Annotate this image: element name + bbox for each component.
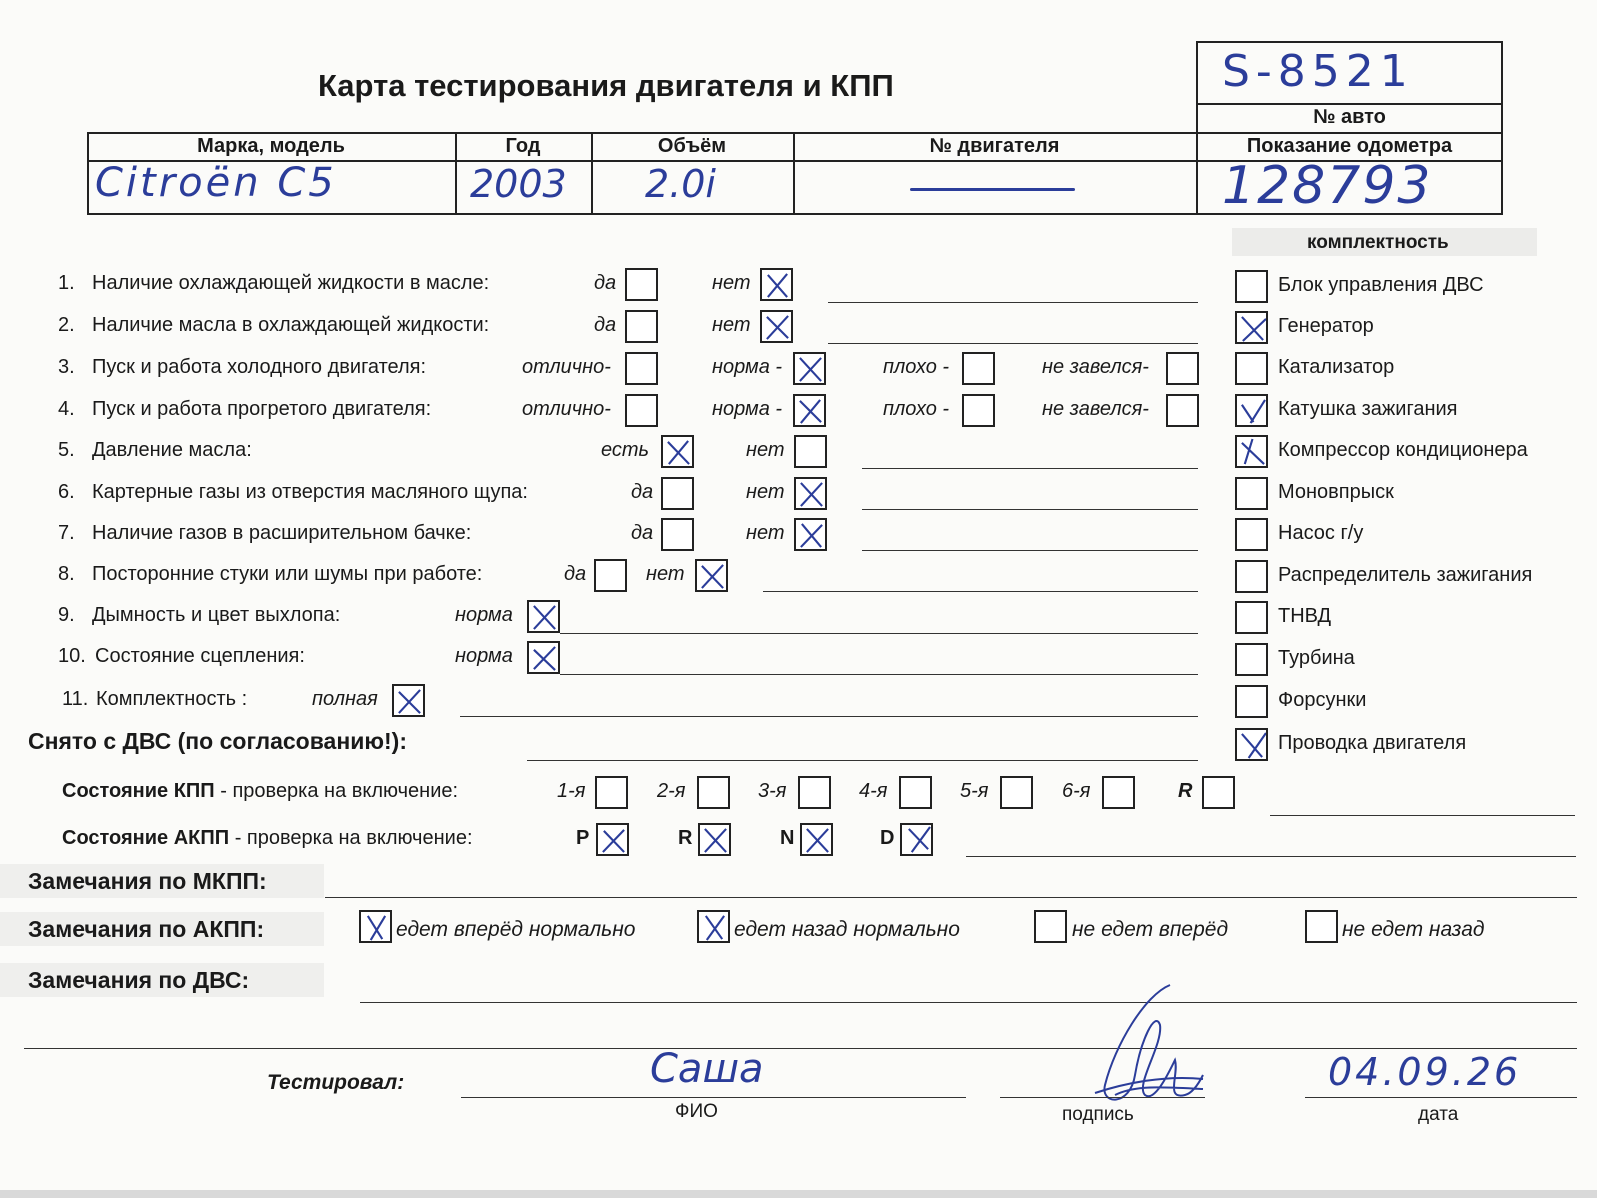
item-7-text: Наличие газов в расширительном бачке:	[92, 522, 472, 544]
comp-ps-pump-label: Насос г/у	[1278, 522, 1364, 544]
comp-ignition-coil-label: Катушка зажигания	[1278, 398, 1458, 420]
item-6-no-checkbox[interactable]	[794, 477, 827, 510]
remarks-dvs-label: Замечания по ДВС:	[28, 967, 250, 993]
item-11-num: 11.	[62, 688, 89, 710]
item-5-absent-checkbox[interactable]	[794, 435, 827, 468]
kpp-label	[62, 780, 458, 803]
akpp-forward-ok-label: едет вперёд нормально	[396, 918, 636, 941]
item-2-opt-no-label: нет	[712, 314, 751, 336]
comp-tnvd-label: ТНВД	[1278, 605, 1332, 627]
item-5-present-checkbox[interactable]	[661, 435, 694, 468]
kpp-gear-2-label: 2-я	[657, 780, 686, 802]
comp-injectors-label: Форсунки	[1278, 689, 1367, 711]
comp-wiring-checkbox[interactable]	[1235, 728, 1268, 761]
comp-distributor-label: Распределитель зажигания	[1278, 564, 1533, 586]
comp-monoinjection-label: Моновпрыск	[1278, 481, 1394, 503]
akpp-gear-p-label: P	[576, 827, 590, 849]
akpp-no-forward-label: не едет вперёд	[1072, 918, 1229, 941]
kpp-gear-4-label: 4-я	[859, 780, 888, 802]
item-8-num: 8.	[58, 563, 75, 585]
kpp-gear-5-checkbox[interactable]	[1000, 776, 1033, 809]
comp-ac-compressor-checkbox[interactable]	[1235, 435, 1268, 468]
kpp-gear-2-checkbox[interactable]	[697, 776, 730, 809]
akpp-reverse-ok-label: едет назад нормально	[734, 918, 960, 941]
item-2-opt-yes-label: да	[594, 314, 617, 336]
akpp-gear-n-checkbox[interactable]	[800, 823, 833, 856]
akpp-gear-r-checkbox[interactable]	[698, 823, 731, 856]
item-7-no-checkbox[interactable]	[794, 518, 827, 551]
item-5-num: 5.	[58, 439, 75, 461]
comp-generator-label: Генератор	[1278, 315, 1374, 337]
item-10-num: 10.	[58, 645, 86, 667]
comp-catalyst-checkbox[interactable]	[1235, 352, 1268, 385]
item-11-full-checkbox[interactable]	[392, 684, 425, 717]
item-2-num: 2.	[58, 314, 75, 336]
volume-handwritten[interactable]: 2.0i	[645, 162, 716, 206]
item-6-yes-label: да	[631, 481, 654, 503]
odometer-label: Показание одометра	[1246, 135, 1453, 157]
comp-ecu-checkbox[interactable]	[1235, 270, 1268, 303]
item-4-excellent-label: отлично-	[522, 398, 611, 420]
tested-by-label: Тестировал:	[267, 1071, 405, 1094]
item-1-no-checkbox[interactable]	[760, 268, 793, 301]
akpp-label-bold: Состояние АКПП	[62, 827, 230, 849]
odometer-handwritten[interactable]: 128793	[1222, 156, 1433, 216]
akpp-label	[62, 827, 473, 850]
comp-monoinjection-checkbox[interactable]	[1235, 477, 1268, 510]
item-2-yes-checkbox[interactable]	[625, 310, 658, 343]
item-10-normal-checkbox[interactable]	[527, 641, 560, 674]
item-7-no-label: нет	[746, 522, 785, 544]
signature-scribble[interactable]	[1075, 975, 1205, 1115]
item-3-bad-checkbox[interactable]	[962, 352, 995, 385]
item-9-text: Дымность и цвет выхлопа:	[92, 604, 341, 626]
item-4-num: 4.	[58, 398, 75, 420]
item-7-yes-checkbox[interactable]	[661, 518, 694, 551]
item-6-num: 6.	[58, 481, 75, 503]
item-3-no-start-checkbox[interactable]	[1166, 352, 1199, 385]
kpp-gear-6-checkbox[interactable]	[1102, 776, 1135, 809]
item-1-opt-no-label: нет	[712, 272, 751, 294]
item-3-no-start-label: не завелся-	[1042, 356, 1149, 378]
item-1-opt-yes-label: да	[594, 272, 617, 294]
item-5-absent-label: нет	[746, 439, 785, 461]
item-10-text: Состояние сцепления:	[95, 645, 305, 667]
page-title: Карта тестирования двигателя и КПП	[318, 68, 894, 103]
plate-number-handwritten: S-8521	[1222, 46, 1414, 97]
item-5-text: Давление масла:	[92, 439, 252, 461]
akpp-gear-d-label: D	[880, 827, 895, 849]
comp-turbo-checkbox[interactable]	[1235, 643, 1268, 676]
comp-catalyst-label: Катализатор	[1278, 356, 1395, 378]
item-3-normal-checkbox[interactable]	[793, 352, 826, 385]
item-1-yes-checkbox[interactable]	[625, 268, 658, 301]
kpp-label-bold: Состояние КПП	[62, 780, 215, 802]
removed-label: Снято с ДВС (по согласованию!):	[28, 728, 407, 754]
item-4-bad-checkbox[interactable]	[962, 394, 995, 427]
comp-ps-pump-checkbox[interactable]	[1235, 518, 1268, 551]
signature-label: подпись	[1062, 1104, 1134, 1125]
item-4-normal-label: норма -	[712, 398, 783, 420]
item-4-excellent-checkbox[interactable]	[625, 394, 658, 427]
akpp-no-reverse-checkbox[interactable]	[1305, 910, 1338, 943]
item-4-bad-label: плохо -	[883, 398, 950, 420]
item-7-yes-label: да	[631, 522, 654, 544]
item-8-no-label: нет	[646, 563, 685, 585]
item-8-yes-label: да	[564, 563, 587, 585]
item-6-no-label: нет	[746, 481, 785, 503]
item-2-text: Наличие масла в охлаждающей жидкости:	[92, 314, 490, 336]
completeness-title: комплектность	[1307, 232, 1449, 253]
akpp-gear-p-checkbox[interactable]	[596, 823, 629, 856]
item-10-normal-label: норма	[455, 645, 513, 667]
item-2-no-checkbox[interactable]	[760, 310, 793, 343]
item-9-num: 9.	[58, 604, 75, 626]
comp-wiring-label: Проводка двигателя	[1278, 732, 1467, 754]
year-label: Год	[505, 135, 541, 157]
item-3-normal-label: норма -	[712, 356, 783, 378]
comp-tnvd-checkbox[interactable]	[1235, 601, 1268, 634]
item-1-text: Наличие охлаждающей жидкости в масле:	[92, 272, 490, 294]
comp-ignition-coil-checkbox[interactable]	[1235, 394, 1268, 427]
kpp-gear-5-label: 5-я	[960, 780, 989, 802]
item-3-excellent-label: отлично-	[522, 356, 611, 378]
comp-generator-checkbox[interactable]	[1235, 311, 1268, 344]
kpp-gear-1-checkbox[interactable]	[595, 776, 628, 809]
item-5-present-label: есть	[601, 439, 650, 461]
item-9-normal-label: норма	[455, 604, 513, 626]
akpp-no-reverse-label: не едет назад	[1342, 918, 1485, 941]
item-3-bad-label: плохо -	[883, 356, 950, 378]
akpp-no-forward-checkbox[interactable]	[1034, 910, 1067, 943]
date-handwritten[interactable]: 04.09.26	[1328, 1050, 1522, 1094]
kpp-gear-1-label: 1-я	[557, 780, 586, 802]
akpp-gear-r-label: R	[678, 827, 693, 849]
item-4-text: Пуск и работа прогретого двигателя:	[92, 398, 432, 420]
volume-label: Объём	[657, 135, 727, 157]
item-1-num: 1.	[58, 272, 75, 294]
item-3-num: 3.	[58, 356, 75, 378]
plate-label: № авто	[1313, 106, 1386, 128]
comp-injectors-checkbox[interactable]	[1235, 685, 1268, 718]
item-11-full-label: полная	[312, 688, 378, 710]
make-model-handwritten[interactable]: Citroën C5	[95, 160, 337, 206]
tester-name-handwritten[interactable]: Саша	[650, 1046, 764, 1092]
year-handwritten[interactable]: 2003	[470, 162, 567, 206]
item-9-normal-checkbox[interactable]	[527, 600, 560, 633]
make-model-label: Марка, модель	[197, 135, 345, 157]
item-4-no-start-checkbox[interactable]	[1166, 394, 1199, 427]
akpp-forward-ok-checkbox[interactable]	[359, 910, 392, 943]
akpp-gear-d-checkbox[interactable]	[900, 823, 933, 856]
comp-distributor-checkbox[interactable]	[1235, 560, 1268, 593]
akpp-gear-n-label: N	[780, 827, 795, 849]
item-8-no-checkbox[interactable]	[695, 559, 728, 592]
item-3-excellent-checkbox[interactable]	[625, 352, 658, 385]
comp-ac-compressor-label: Компрессор кондиционера	[1278, 439, 1528, 461]
item-8-yes-checkbox[interactable]	[594, 559, 627, 592]
kpp-gear-4-checkbox[interactable]	[899, 776, 932, 809]
kpp-gear-3-label: 3-я	[758, 780, 787, 802]
remarks-mkpp-label: Замечания по МКПП:	[28, 868, 267, 894]
akpp-reverse-ok-checkbox[interactable]	[697, 910, 730, 943]
kpp-gear-3-checkbox[interactable]	[798, 776, 831, 809]
item-11-text: Комплектность :	[96, 688, 248, 710]
kpp-gear-r-label: R	[1178, 780, 1193, 802]
item-3-text: Пуск и работа холодного двигателя:	[92, 356, 427, 378]
item-7-num: 7.	[58, 522, 75, 544]
kpp-gear-6-label: 6-я	[1062, 780, 1091, 802]
kpp-gear-r-checkbox[interactable]	[1202, 776, 1235, 809]
item-4-no-start-label: не завелся-	[1042, 398, 1149, 420]
engine-number-dash[interactable]	[910, 188, 1075, 191]
kpp-label-rest: - проверка на включение:	[214, 780, 459, 802]
item-8-text: Посторонние стуки или шумы при работе:	[92, 563, 483, 585]
comp-turbo-label: Турбина	[1278, 647, 1355, 669]
fio-label: ФИО	[675, 1101, 718, 1122]
item-6-text: Картерные газы из отверстия масляного щупа:	[92, 481, 528, 503]
comp-ecu-label: Блок управления ДВС	[1278, 274, 1484, 296]
item-6-yes-checkbox[interactable]	[661, 477, 694, 510]
date-label: дата	[1418, 1104, 1459, 1125]
item-4-normal-checkbox[interactable]	[793, 394, 826, 427]
akpp-label-rest: - проверка на включение:	[229, 827, 473, 849]
engine-number-label: № двигателя	[929, 135, 1060, 157]
remarks-akpp-label: Замечания по АКПП:	[28, 916, 265, 942]
